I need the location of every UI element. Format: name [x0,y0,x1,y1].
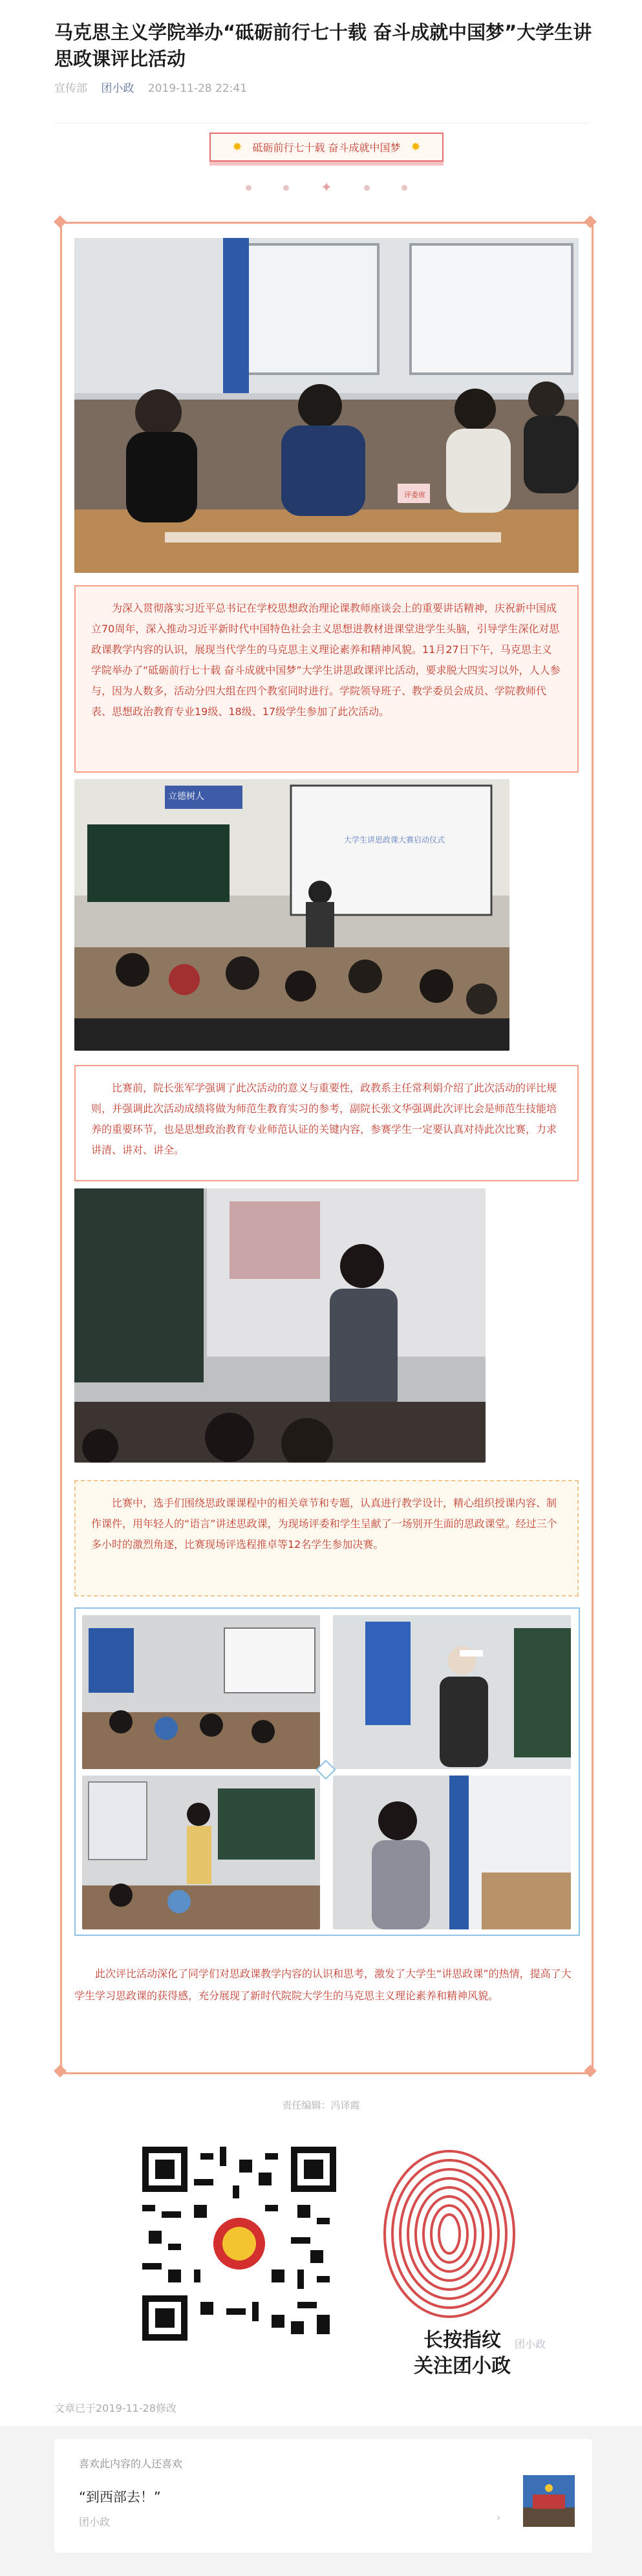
meta-time: 2019-11-28 22:41 [147,82,248,95]
slide-text: 大学生讲思政课大赛启动仪式 [343,835,445,844]
related-card[interactable] [54,2439,592,2553]
judge-sign: 评委席 [404,491,425,499]
editor-credit: 责任编辑：冯译霞 [282,2099,360,2111]
wall-slogan: 立德树人 [168,791,204,802]
chevron-right-icon: › [497,2511,501,2524]
banner-underline [209,162,444,166]
modified-note: 文章已于2019-11-28修改 [54,2402,177,2414]
related-title[interactable]: “到西部去！” [79,2489,161,2505]
photo-classroom-projector[interactable] [74,779,509,1051]
related-header: 喜欢此内容的人还喜欢 [79,2458,183,2470]
paragraph-opening: 比赛前，院长张军学强调了此次活动的意义与重要性，政教系主任常利娟介绍了此次活动的评比规则，并强调此次活动成绩将做为师范生教育实习的参考，副院长张文华强调此次评比会是师范生技能培养的重要环节，也是思想政治教育专业师范认证的关键内容，参赛学生一定要认真对待此次比赛，力求讲清、讲对、讲全。 [74,1065,579,1181]
banner-text: 砥砺前行七十载 奋斗成就中国梦 [252,142,401,154]
photo-grid-4[interactable] [333,1776,571,1929]
related-thumbnail[interactable] [523,2475,575,2527]
theme-banner [209,133,444,162]
photo-speaker[interactable] [74,1188,486,1463]
article-meta [54,79,257,95]
qr-code[interactable] [142,2147,336,2341]
fingerprint-caption [375,2328,550,2379]
photo-grid-3[interactable] [82,1776,320,1929]
photo-grid [74,1607,580,1936]
paragraph-closing: 此次评比活动深化了同学们对思政课教学内容的认识和思考，激发了大学生“讲思政课”的热情，提高了大学生学习思政课的获得感，充分展现了新时代院院大学生的马克思主义理论素养和精神风貌。 [74,1968,572,2002]
fingerprint-line2: 关注团小政 [414,2355,511,2377]
related-author: 团小政 [79,2516,111,2528]
photo-grid-1[interactable] [82,1615,320,1769]
meta-source: 宣传部 [54,82,87,95]
paragraph-competition: 比赛中，选手们围绕思政课课程中的相关章节和专题，认真进行教学设计，精心组织授课内容、制作课件，用年轻人的“语言”讲述思政课，为现场评委和学生呈献了一场别开生面的思政课堂。经过三个多小时的激烈角逐，比赛现场评选程推卓等12名学生参加决赛。 [74,1480,579,1596]
fingerprint-watermark: 团小政 [514,2338,546,2350]
star-icon: ✸ [411,140,421,154]
photo-grid-2[interactable] [333,1615,571,1769]
flower-icon: ✦ [320,179,333,196]
meta-account-link[interactable]: 团小政 [101,82,134,95]
fingerprint-icon[interactable] [375,2143,524,2324]
photo-judges-panel[interactable] [74,238,579,573]
article-title: 马克思主义学院举办“砥砺前行七十载 奋斗成就中国梦”大学生讲思政课评比活动 [54,21,592,70]
fingerprint-line1: 长按指纹 [423,2329,501,2352]
paragraph-intro: 为深入贯彻落实习近平总书记在学校思想政治理论课教师座谈会上的重要讲话精神，庆祝新中国成立70周年，深入推动习近平新时代中国特色社会主义思想进教材进课堂进学生头脑，引导学生深化对思政课教学内容的认识，展现当代学生的马克思主义理论素养和精神风貌。11月27日下午，马克思主义学院举办了“砥砺前行七十载 奋斗成就中国梦”大学生讲思政课评比活动，要求脱大四实习以外，人人参与，因为人数多，活动分四大组在四个教室同时进行。学院领导班子、教学委员会成员、学院教师代表、思想政治教育专业19级、18级、17级学生参加了此次活动。 [74,585,579,773]
star-icon: ✸ [232,140,242,154]
decorative-divider [246,181,407,194]
